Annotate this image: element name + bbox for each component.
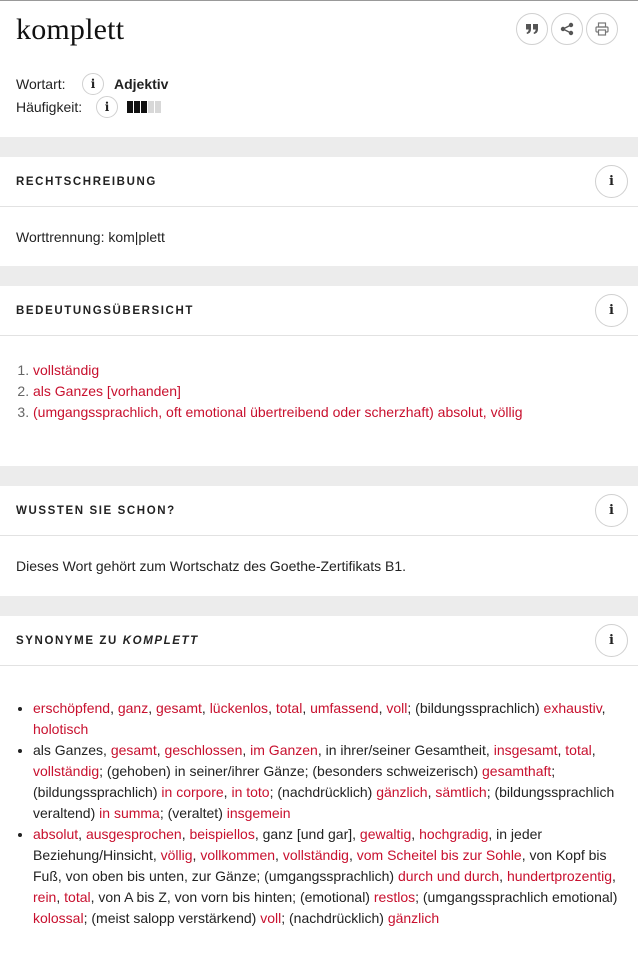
frequency-bar: [141, 101, 147, 113]
frequency-bar: [127, 101, 133, 113]
synonym-link[interactable]: ausgesprochen: [85, 826, 182, 842]
section-header: [0, 157, 638, 207]
meaning-item: [33, 381, 523, 402]
section-wussten: [0, 486, 638, 596]
synonym-text: , von Kopf bis Fuß, von oben bis unten, zur Gänze; (umgangssprachlich): [33, 847, 607, 884]
synonym-text: ,: [181, 826, 190, 842]
synonym-link[interactable]: vollständig: [282, 847, 349, 863]
synonym-text: ; (nachdrücklich): [269, 784, 377, 800]
synonym-text: , ganz [und gar],: [254, 826, 360, 842]
print-icon: [595, 22, 609, 36]
synonym-group: [33, 824, 622, 929]
synonym-text: ,: [348, 847, 357, 863]
synonym-group: [33, 740, 622, 824]
synonym-link[interactable]: umfassend: [310, 700, 379, 716]
synonym-text: als Ganzes,: [33, 742, 111, 758]
synonym-link[interactable]: gewaltig: [359, 826, 412, 842]
synonym-link[interactable]: voll: [386, 700, 408, 716]
wussten-text: Dieses Wort gehört zum Wortschatz des Goethe-Zertifikats B1.: [16, 558, 407, 574]
info-icon[interactable]: i: [595, 165, 628, 198]
toolbar: [516, 13, 618, 45]
synonym-text: ; (bildungssprachlich): [33, 763, 556, 800]
synonym-link[interactable]: in summa: [99, 805, 160, 821]
synonym-text: ,: [78, 826, 86, 842]
synonym-link[interactable]: durch und durch: [397, 868, 500, 884]
wortart-label: Wortart:: [16, 76, 66, 92]
synonym-link[interactable]: holotisch: [33, 721, 89, 737]
section-separator: [0, 137, 638, 157]
synonym-text: ,: [612, 868, 616, 884]
synonym-link[interactable]: in corpore: [161, 784, 224, 800]
frequency-bar: [134, 101, 140, 113]
section-separator: [0, 266, 638, 286]
synonym-link[interactable]: gesamt: [155, 700, 202, 716]
synonym-text: , in ihrer/seiner Gesamtheit,: [317, 742, 494, 758]
heading-prefix: SYNONYME ZU: [16, 634, 118, 647]
quote-icon: [525, 23, 539, 35]
section-header: [0, 286, 638, 336]
synonym-text: ,: [275, 847, 283, 863]
synonym-link[interactable]: vom Scheitel bis zur Sohle: [356, 847, 522, 863]
synonym-link[interactable]: erschöpfend: [33, 700, 111, 716]
meaning-list: [0, 360, 523, 423]
section-header: [0, 616, 638, 666]
synonym-link[interactable]: ganz: [117, 700, 149, 716]
synonym-text: ; (veraltet): [159, 805, 227, 821]
synonym-link[interactable]: gänzlich: [376, 784, 428, 800]
synonym-link[interactable]: in toto: [231, 784, 270, 800]
frequency-bars: [127, 101, 161, 113]
synonym-text: ,: [302, 700, 311, 716]
haeufigkeit-row: [16, 96, 161, 118]
section-body: [0, 536, 638, 596]
synonym-text: ,: [223, 784, 232, 800]
print-button[interactable]: [586, 13, 618, 45]
section-heading: [16, 635, 199, 647]
share-button[interactable]: [551, 13, 583, 45]
synonym-link[interactable]: absolut: [33, 826, 79, 842]
share-icon: [560, 22, 574, 36]
synonym-link[interactable]: total: [275, 700, 303, 716]
synonym-link[interactable]: total: [64, 889, 91, 905]
synonym-text: ,: [591, 742, 596, 758]
wortart-info-icon[interactable]: i: [82, 73, 104, 95]
meaning-item: [33, 360, 523, 381]
synonym-text: ; (bildungssprachlich veraltend): [33, 784, 615, 821]
worttrennung-text: Worttrennung: kom|plett: [16, 228, 165, 245]
synonym-text: ,: [242, 742, 251, 758]
frequency-bar: [155, 101, 161, 113]
synonym-link[interactable]: lückenlos: [209, 700, 269, 716]
synonym-list: [0, 666, 638, 929]
meaning-item: [33, 402, 523, 423]
meaning-link[interactable]: (umgangssprachlich, oft emotional übertreibend oder scherzhaft) absolut, völlig: [33, 404, 523, 420]
section-synonyme: [0, 616, 638, 929]
section-body: [0, 336, 638, 466]
synonym-text: ,: [192, 847, 201, 863]
page-title: komplett: [16, 13, 125, 46]
synonym-text: ,: [56, 889, 65, 905]
synonym-text: ; (bildungssprachlich): [407, 700, 544, 716]
synonym-text: ,: [378, 700, 387, 716]
synonym-link[interactable]: im Ganzen: [250, 742, 318, 758]
synonym-link[interactable]: vollkommen: [200, 847, 276, 863]
section-body: [0, 666, 638, 929]
info-icon[interactable]: i: [595, 624, 628, 657]
section-body: [0, 207, 638, 266]
synonym-link[interactable]: geschlossen: [164, 742, 243, 758]
synonym-link[interactable]: insgesamt: [493, 742, 558, 758]
section-separator: [0, 596, 638, 616]
entry-header: [0, 1, 638, 137]
synonym-link[interactable]: völlig: [160, 847, 193, 863]
synonym-text: ,: [601, 700, 606, 716]
synonym-text: ,: [499, 868, 507, 884]
synonym-text: ,: [557, 742, 566, 758]
synonym-text: ,: [110, 700, 118, 716]
synonym-link[interactable]: gänzlich: [387, 910, 440, 926]
section-heading: BEDEUTUNGSÜBERSICHT: [16, 304, 194, 317]
info-icon[interactable]: i: [595, 494, 628, 527]
synonym-link[interactable]: voll: [260, 910, 282, 926]
synonym-link[interactable]: beispiellos: [189, 826, 255, 842]
synonym-text: ; (nachdrücklich): [281, 910, 388, 926]
synonym-text: ,: [201, 700, 210, 716]
synonym-link[interactable]: hochgradig: [419, 826, 489, 842]
synonym-text: ,: [411, 826, 420, 842]
synonym-text: ; (meist salopp verstärkend): [83, 910, 261, 926]
synonym-link[interactable]: vollständig: [33, 763, 100, 779]
synonym-link[interactable]: insgemein: [226, 805, 291, 821]
synonym-text: ; (gehoben) in seiner/ihrer Gänze; (besonders schweizerisch): [99, 763, 483, 779]
meaning-link[interactable]: als Ganzes [vorhanden]: [33, 383, 181, 399]
synonym-text: ,: [156, 742, 165, 758]
wortart-value: Adjektiv: [114, 76, 169, 92]
synonym-link[interactable]: total: [565, 742, 592, 758]
synonym-link[interactable]: gesamthaft: [482, 763, 552, 779]
info-icon[interactable]: i: [595, 294, 628, 327]
synonym-link[interactable]: rein: [33, 889, 57, 905]
synonym-link[interactable]: restlos: [373, 889, 416, 905]
section-rechtschreibung: [0, 157, 638, 266]
synonym-link[interactable]: exhaustiv: [543, 700, 602, 716]
synonym-text: , in jeder Beziehung/Hinsicht,: [33, 826, 543, 863]
frequency-bar: [148, 101, 154, 113]
synonym-text: , von A bis Z, von vorn bis hinten; (emotional): [90, 889, 374, 905]
section-header: [0, 486, 638, 536]
synonym-link[interactable]: kolossal: [33, 910, 84, 926]
synonym-link[interactable]: gesamt: [110, 742, 157, 758]
section-heading: WUSSTEN SIE SCHON?: [16, 504, 176, 517]
haeufigkeit-label: Häufigkeit:: [16, 99, 83, 115]
synonym-group: [33, 698, 622, 740]
wortart-row: [16, 73, 168, 95]
synonym-link[interactable]: sämtlich: [435, 784, 487, 800]
synonym-text: ,: [268, 700, 276, 716]
section-bedeutung: [0, 286, 638, 466]
synonym-text: ,: [427, 784, 436, 800]
section-separator: [0, 466, 638, 486]
heading-word: KOMPLETT: [122, 634, 199, 647]
meaning-link[interactable]: vollständig: [33, 362, 100, 378]
synonym-link[interactable]: hundertprozentig: [506, 868, 613, 884]
synonym-text: ; (umgangssprachlich emotional): [415, 889, 618, 905]
synonym-text: ,: [148, 700, 156, 716]
haeufigkeit-info-icon[interactable]: i: [96, 96, 118, 118]
quote-button[interactable]: [516, 13, 548, 45]
section-heading: RECHTSCHREIBUNG: [16, 175, 157, 188]
